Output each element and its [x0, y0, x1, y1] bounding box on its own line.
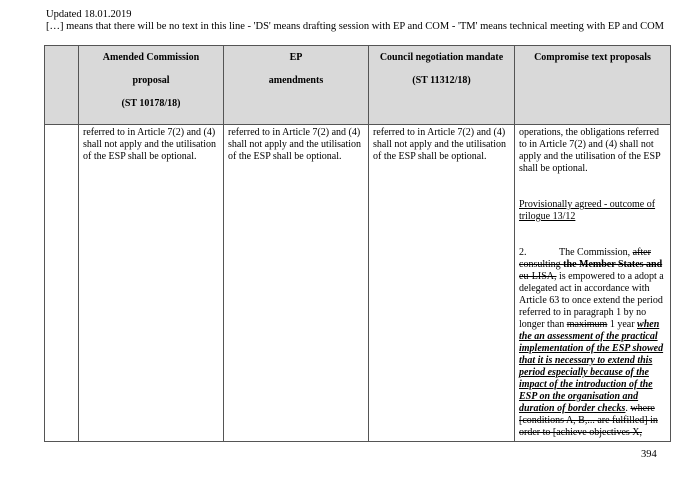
- header-text: Council negotiation mandate: [379, 52, 504, 63]
- cell-compromise: [515, 125, 671, 442]
- header-text: proposal: [132, 75, 170, 86]
- deleted-text: maximum: [566, 319, 608, 330]
- page-number: 394: [641, 449, 657, 460]
- cell-ep: referred to in Article 7(2) and (4) shall not apply and the utilisation of the ESP shall be optional.: [224, 125, 369, 442]
- updated-date: Updated 18.01.2019: [46, 9, 132, 20]
- header-text: EP: [289, 52, 303, 63]
- table-row: [45, 125, 671, 442]
- text-segment: The Commission,: [559, 247, 633, 258]
- header-council-mandate: [369, 46, 515, 125]
- header-commission-proposal: [79, 46, 224, 125]
- deleted-text: after consulting: [519, 247, 651, 270]
- comparison-table: [44, 45, 671, 442]
- table-header-row: [45, 46, 671, 125]
- paragraph-number: 2.: [519, 247, 527, 258]
- header-text: Amended Commission: [102, 52, 200, 63]
- compromise-paragraph: operations, the obligations referred to in Article 7(2) and (4) shall not apply and the utilisation of the ESP shall be optional.: [519, 127, 661, 174]
- inserted-text: when the an assessment of the practical implementation of the ESP showed that it is necessary to extend this period especially because of the impact of the introduction of the ESP on the organisation and duration of border checks: [519, 319, 664, 414]
- text-segment: is empowered to a adopt a delegated act in accordance with Article 63 to once extend the period referred to in paragraph 1 by no longer than: [519, 271, 664, 330]
- row-blank-cell: [45, 125, 79, 442]
- document-header: [46, 9, 664, 33]
- header-text: (ST 10178/18): [121, 98, 181, 109]
- agreement-note: Provisionally agreed - outcome of trilogue 13/12: [519, 199, 656, 222]
- deleted-text: eu-LISA,: [519, 271, 557, 282]
- cell-council: referred to in Article 7(2) and (4) shall not apply and the utilisation of the ESP shall be optional.: [369, 125, 515, 442]
- deleted-bold-text: the Member States and: [563, 259, 663, 270]
- header-text: amendments: [268, 75, 324, 86]
- header-text: Compromise text proposals: [534, 52, 651, 63]
- cell-commission: referred to in Article 7(2) and (4) shall not apply and the utilisation of the ESP shall be optional.: [79, 125, 224, 442]
- header-text: (ST 11312/18): [412, 75, 471, 86]
- header-compromise-text: [515, 46, 671, 125]
- deleted-text: where [conditions A, B,... are fulfilled] in order to [achieve objectives X,: [519, 403, 658, 438]
- text-segment: .: [625, 403, 631, 414]
- header-ep-amendments: [224, 46, 369, 125]
- legend-note: […] means that there will be no text in this line - 'DS' means drafting session with EP and COM - 'TM' means technical meeting with EP and COM: [46, 21, 665, 32]
- header-blank: [45, 46, 79, 125]
- text-segment: 1 year: [607, 319, 638, 330]
